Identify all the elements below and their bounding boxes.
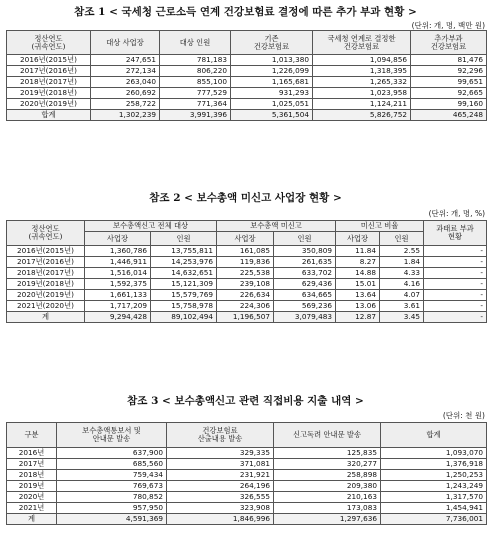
table-cell: 1,023,958 — [313, 88, 411, 99]
total-row — [7, 110, 487, 121]
table-row — [7, 470, 487, 481]
table-cell: 14,632,651 — [151, 268, 217, 279]
table-row — [7, 246, 487, 257]
ref2-header-unreported: 보수총액 미신고 — [217, 221, 336, 232]
table-row — [7, 279, 487, 290]
table-cell: 320,277 — [274, 459, 381, 470]
table-cell: 637,900 — [57, 448, 167, 459]
table-cell: 806,220 — [160, 66, 231, 77]
ref2-subheader: 사업장 — [85, 232, 151, 246]
table-cell: 13.06 — [336, 301, 380, 312]
table-cell: 173,083 — [274, 503, 381, 514]
ref2-subheader: 인원 — [151, 232, 217, 246]
ref2-header-year-l1: 정산연도 — [31, 224, 60, 234]
table-cell: 14,253,976 — [151, 257, 217, 268]
table-cell: 99,160 — [411, 99, 487, 110]
ref2-subheader: 사업장 — [217, 232, 274, 246]
table-row — [7, 99, 487, 110]
table-row — [7, 77, 487, 88]
table-cell: 3.61 — [380, 301, 424, 312]
table-row — [7, 492, 487, 503]
table-cell: 3,991,396 — [160, 110, 231, 121]
table-row — [7, 459, 487, 470]
table-cell: 247,651 — [91, 55, 160, 66]
ref3-header-row — [7, 423, 487, 448]
ref2-header-fine — [424, 221, 487, 246]
ref1-title: 참조 1 < 국세청 근로소득 연계 건강보험료 결정에 따른 추가 부과 현황 > — [74, 6, 417, 18]
table-cell: 1,846,996 — [167, 514, 274, 525]
ref3-header-total: 합계 — [381, 423, 487, 448]
table-cell: 9,294,428 — [85, 312, 151, 323]
table-row — [7, 88, 487, 99]
table-cell: 14.88 — [336, 268, 380, 279]
table-cell: 781,183 — [160, 55, 231, 66]
table-cell: 81,476 — [411, 55, 487, 66]
table-cell: 3,079,483 — [274, 312, 336, 323]
table-cell: 1,317,570 — [381, 492, 487, 503]
table-cell: 15.01 — [336, 279, 380, 290]
table-cell: 326,555 — [167, 492, 274, 503]
table-cell: 4.07 — [380, 290, 424, 301]
table-cell: 780,852 — [57, 492, 167, 503]
table-cell: 1,243,249 — [381, 481, 487, 492]
ref3-header-notice — [57, 423, 167, 448]
table-cell: 685,560 — [57, 459, 167, 470]
ref1-header-existing-l2: 건강보험료 — [253, 41, 290, 51]
table-cell: 계 — [7, 514, 57, 525]
table-cell: 272,134 — [91, 66, 160, 77]
table-cell: 1,376,918 — [381, 459, 487, 470]
table-cell: 1,297,636 — [274, 514, 381, 525]
table-cell: 1,165,681 — [231, 77, 313, 88]
table-cell: 931,293 — [231, 88, 313, 99]
ref2-subheader: 인원 — [274, 232, 336, 246]
table-cell: 2021년(2020년) — [7, 301, 85, 312]
table-row — [7, 66, 487, 77]
table-cell: 2019년(2018년) — [7, 279, 85, 290]
table-cell: 2019년 — [7, 481, 57, 492]
table-cell: 1,226,099 — [231, 66, 313, 77]
table-cell: - — [424, 268, 487, 279]
table-cell: 210,163 — [274, 492, 381, 503]
table-cell: 119,836 — [217, 257, 274, 268]
table-cell: 2021년 — [7, 503, 57, 514]
table-cell: 1,124,211 — [313, 99, 411, 110]
ref3-title: 참조 3 < 보수총액신고 관련 직접비용 지출 내역 > — [127, 395, 364, 407]
table-cell: 92,296 — [411, 66, 487, 77]
table-cell: - — [424, 257, 487, 268]
table-cell: 261,635 — [274, 257, 336, 268]
ref3-header-category: 구분 — [7, 423, 57, 448]
table-cell: 8.27 — [336, 257, 380, 268]
ref2-subheader: 인원 — [380, 232, 424, 246]
ref1-header-existing-l1: 기존 — [264, 33, 279, 43]
table-cell: 777,529 — [160, 88, 231, 99]
ref1-header-linked-l2: 건강보험료 — [343, 41, 380, 51]
table-cell: 1,265,332 — [313, 77, 411, 88]
table-cell: 2016년(2015년) — [7, 246, 85, 257]
ref2-table — [6, 220, 487, 323]
table-cell: 258,898 — [274, 470, 381, 481]
table-cell: 263,040 — [91, 77, 160, 88]
table-cell: 1,025,051 — [231, 99, 313, 110]
table-row — [7, 257, 487, 268]
table-cell: 957,950 — [57, 503, 167, 514]
table-cell: 323,908 — [167, 503, 274, 514]
table-cell: 1,094,856 — [313, 55, 411, 66]
table-cell: 4,591,369 — [57, 514, 167, 525]
ref1-header-existing — [231, 31, 313, 55]
ref3-header-notice-l2: 안내문 발송 — [92, 434, 131, 443]
table-cell: 1,318,395 — [313, 66, 411, 77]
table-row — [7, 290, 487, 301]
table-cell: 633,702 — [274, 268, 336, 279]
table-cell: 15,758,978 — [151, 301, 217, 312]
table-cell: 2016년 — [7, 448, 57, 459]
table-cell: 855,100 — [160, 77, 231, 88]
table-cell: 4.33 — [380, 268, 424, 279]
table-cell: 12.87 — [336, 312, 380, 323]
ref2-unit: (단위: 개, 명, %) — [428, 209, 485, 218]
table-row — [7, 268, 487, 279]
table-cell: 239,108 — [217, 279, 274, 290]
table-cell: 2018년(2017년) — [7, 268, 85, 279]
ref1-header-additional — [411, 31, 487, 55]
table-cell: - — [424, 279, 487, 290]
table-cell: 260,692 — [91, 88, 160, 99]
ref1-header-year — [7, 31, 91, 55]
ref1-header-additional-l2: 건강보험료 — [430, 41, 467, 51]
table-cell: 2020년 — [7, 492, 57, 503]
ref1-unit: (단위: 개, 명, 백만 원) — [411, 21, 485, 30]
table-cell: 2018년(2017년) — [7, 77, 91, 88]
ref1-table — [6, 30, 487, 121]
table-cell: 329,335 — [167, 448, 274, 459]
table-cell: 231,921 — [167, 470, 274, 481]
table-cell: 125,835 — [274, 448, 381, 459]
table-cell: 1.84 — [380, 257, 424, 268]
table-cell: 15,579,769 — [151, 290, 217, 301]
ref1-header-year-l1: 정산연도 — [34, 33, 63, 43]
ref2-title: 참조 2 < 보수총액 미신고 사업장 현황 > — [149, 192, 342, 204]
ref3-unit: (단위: 천 원) — [442, 411, 485, 420]
table-cell: 350,809 — [274, 246, 336, 257]
ref3-header-calc-l1: 건강보험료 — [202, 426, 238, 436]
table-cell: 5,361,504 — [231, 110, 313, 121]
table-cell: 264,196 — [167, 481, 274, 492]
ref3-header-encourage: 신고독려 안내문 발송 — [274, 423, 381, 448]
table-row — [7, 481, 487, 492]
table-cell: 2.55 — [380, 246, 424, 257]
table-row — [7, 448, 487, 459]
table-cell: 1,516,014 — [85, 268, 151, 279]
table-cell: 1,093,070 — [381, 448, 487, 459]
ref2-header-year-l2: (귀속연도) — [28, 232, 63, 241]
table-cell: 2018년 — [7, 470, 57, 481]
table-row — [7, 503, 487, 514]
table-cell: 11.84 — [336, 246, 380, 257]
ref1-header-linked-l1: 국세청 연계로 결정한 — [327, 33, 396, 43]
ref1-header-row — [7, 31, 487, 55]
table-row — [7, 55, 487, 66]
ref1-header-workplace: 대상 사업장 — [91, 31, 160, 55]
table-cell: 99,651 — [411, 77, 487, 88]
table-cell: 4.16 — [380, 279, 424, 290]
table-cell: 2017년 — [7, 459, 57, 470]
table-cell: 2019년(2018년) — [7, 88, 91, 99]
table-cell: 89,102,494 — [151, 312, 217, 323]
table-cell: 209,380 — [274, 481, 381, 492]
ref2-header-row-1 — [7, 221, 487, 232]
ref1-header-year-l2: (귀속연도) — [31, 41, 66, 51]
table-cell: 629,436 — [274, 279, 336, 290]
table-cell: 합계 — [7, 110, 91, 121]
ref3-header-notice-l1: 보수총액통보서 및 — [82, 426, 141, 436]
table-cell: 1,661,133 — [85, 290, 151, 301]
table-cell: 1,302,239 — [91, 110, 160, 121]
table-cell: 3.45 — [380, 312, 424, 323]
table-cell: 2016년(2015년) — [7, 55, 91, 66]
table-cell: 1,592,375 — [85, 279, 151, 290]
table-cell: 1,360,786 — [85, 246, 151, 257]
table-cell: - — [424, 301, 487, 312]
ref2-header-year — [7, 221, 85, 246]
table-cell: 1,446,911 — [85, 257, 151, 268]
table-cell: 225,538 — [217, 268, 274, 279]
table-cell: 계 — [7, 312, 85, 323]
table-cell: 2017년(2016년) — [7, 257, 85, 268]
table-cell: 1,013,380 — [231, 55, 313, 66]
table-cell: 371,081 — [167, 459, 274, 470]
table-cell: 1,454,941 — [381, 503, 487, 514]
table-cell: 634,665 — [274, 290, 336, 301]
ref2-header-unreported-ratio: 미신고 비율 — [336, 221, 424, 232]
table-cell: 759,434 — [57, 470, 167, 481]
total-row — [7, 514, 487, 525]
table-row — [7, 301, 487, 312]
table-cell: - — [424, 290, 487, 301]
table-cell: 161,085 — [217, 246, 274, 257]
table-cell: 15,121,309 — [151, 279, 217, 290]
table-cell: 13.64 — [336, 290, 380, 301]
table-cell: 5,826,752 — [313, 110, 411, 121]
table-cell: 569,236 — [274, 301, 336, 312]
table-cell: 92,665 — [411, 88, 487, 99]
table-cell: 771,364 — [160, 99, 231, 110]
table-cell: 769,673 — [57, 481, 167, 492]
ref2-header-fine-l1: 과태료 부과 — [436, 224, 474, 234]
table-cell: 2020년(2019년) — [7, 290, 85, 301]
ref3-header-calc — [167, 423, 274, 448]
table-cell: 1,196,507 — [217, 312, 274, 323]
ref1-header-additional-l1: 추가부과 — [434, 33, 463, 43]
table-cell: 258,722 — [91, 99, 160, 110]
table-cell: 465,248 — [411, 110, 487, 121]
table-cell: 7,736,001 — [381, 514, 487, 525]
ref1-header-people: 대상 인원 — [160, 31, 231, 55]
ref3-table — [6, 422, 487, 525]
table-cell: 2020년(2019년) — [7, 99, 91, 110]
total-row — [7, 312, 487, 323]
table-cell: 13,755,811 — [151, 246, 217, 257]
table-cell: 1,250,253 — [381, 470, 487, 481]
table-cell: - — [424, 246, 487, 257]
ref3-header-calc-l2: 산출내용 발송 — [197, 434, 243, 443]
ref2-header-fine-l2: 현황 — [447, 232, 463, 241]
table-cell: 1,717,209 — [85, 301, 151, 312]
ref2-subheader: 사업장 — [336, 232, 380, 246]
table-cell: 2017년(2016년) — [7, 66, 91, 77]
table-cell: 224,306 — [217, 301, 274, 312]
table-cell: - — [424, 312, 487, 323]
ref2-header-total-target: 보수총액신고 전체 대상 — [85, 221, 217, 232]
table-cell: 226,634 — [217, 290, 274, 301]
ref1-header-linked — [313, 31, 411, 55]
